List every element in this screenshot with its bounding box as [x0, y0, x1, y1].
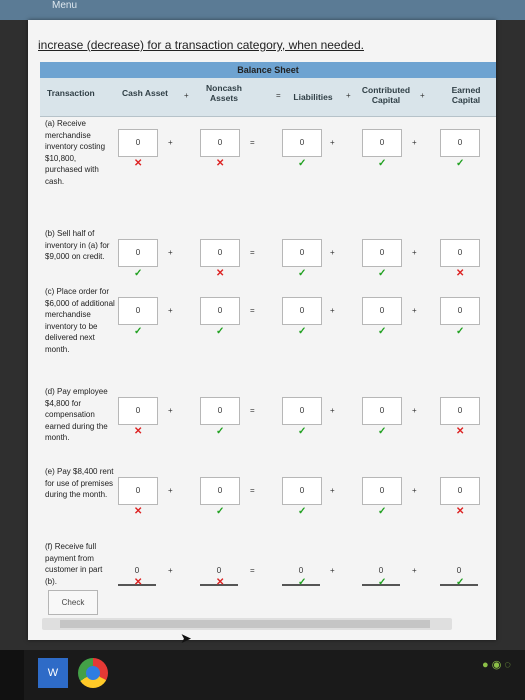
amount-input[interactable]: 0: [362, 397, 402, 425]
column-header-row: [40, 78, 496, 117]
balance-sheet-header: Balance Sheet: [40, 62, 496, 78]
incorrect-icon: ✕: [134, 158, 143, 169]
amount-input[interactable]: 0: [200, 239, 240, 267]
correct-icon: ✓: [378, 506, 387, 517]
amount-input[interactable]: 0: [440, 129, 480, 157]
equals-sign: =: [250, 248, 255, 257]
incorrect-icon: ✕: [456, 426, 465, 437]
mouse-cursor-icon: ➤: [180, 630, 192, 646]
plus-sign: +: [412, 406, 417, 415]
amount-input[interactable]: 0: [200, 297, 240, 325]
amount-input[interactable]: 0: [282, 397, 322, 425]
amount-input[interactable]: 0: [118, 129, 158, 157]
amount-input[interactable]: 0: [282, 297, 322, 325]
transaction-rows: [40, 116, 496, 586]
incorrect-icon: ✕: [456, 268, 465, 279]
correct-icon: ✓: [298, 268, 307, 279]
correct-icon: ✓: [378, 326, 387, 337]
amount-input[interactable]: 0: [118, 297, 158, 325]
correct-icon: ✓: [298, 506, 307, 517]
plus-sign: +: [330, 566, 335, 575]
equals-sign: =: [250, 138, 255, 147]
correct-icon: ✓: [378, 426, 387, 437]
correct-icon: ✓: [456, 326, 465, 337]
amount-input[interactable]: 0: [362, 239, 402, 267]
amount-input[interactable]: 0: [440, 239, 480, 267]
menu-label[interactable]: Menu: [52, 0, 78, 11]
plus-sign: +: [412, 248, 417, 257]
windows-start-icon[interactable]: [0, 650, 24, 700]
amount-input[interactable]: 0: [118, 558, 156, 586]
correct-icon: ✓: [378, 158, 387, 169]
amount-input[interactable]: 0: [200, 397, 240, 425]
transaction-header: Transaction: [47, 88, 95, 98]
amount-input[interactable]: 0: [440, 558, 478, 586]
plus-sign: +: [330, 138, 335, 147]
amount-input[interactable]: 0: [440, 397, 480, 425]
earned-capital-header: Earned Capital: [451, 85, 481, 105]
correct-icon: ✓: [216, 426, 225, 437]
amount-input[interactable]: 0: [200, 129, 240, 157]
header-plus-3: +: [420, 91, 425, 100]
horizontal-scrollbar[interactable]: [42, 618, 452, 630]
plus-sign: +: [412, 486, 417, 495]
amount-input[interactable]: 0: [440, 477, 480, 505]
system-tray-icons: ● ◉ ◌: [482, 659, 511, 671]
top-menu-bar: [0, 0, 525, 20]
equals-sign: =: [250, 486, 255, 495]
transaction-description: (a) Receive merchandise inventory costing $10,800, purchased with cash.: [45, 119, 106, 186]
incorrect-icon: ✕: [456, 506, 465, 517]
plus-sign: +: [412, 306, 417, 315]
correct-icon: ✓: [298, 326, 307, 337]
amount-input[interactable]: 0: [362, 129, 402, 157]
incorrect-icon: ✕: [216, 577, 225, 588]
correct-icon: ✓: [298, 426, 307, 437]
amount-input[interactable]: 0: [282, 558, 320, 586]
amount-input[interactable]: 0: [118, 397, 158, 425]
header-plus-1: +: [184, 91, 189, 100]
header-plus-2: +: [346, 91, 351, 100]
amount-input[interactable]: 0: [282, 239, 322, 267]
plus-sign: +: [412, 566, 417, 575]
transaction-description: (e) Pay $8,400 rent for use of premises during the month.: [45, 467, 114, 499]
plus-sign: +: [168, 306, 173, 315]
incorrect-icon: ✕: [216, 268, 225, 279]
instruction-text: increase (decrease) for a transaction category, when needed.: [38, 38, 364, 52]
amount-input[interactable]: 0: [362, 558, 400, 586]
check-button[interactable]: Check: [48, 590, 98, 615]
plus-sign: +: [412, 138, 417, 147]
amount-input[interactable]: 0: [362, 477, 402, 505]
contributed-capital-header: Contributed Capital: [361, 85, 411, 105]
amount-input[interactable]: 0: [118, 477, 158, 505]
transaction-description: (b) Sell half of inventory in (a) for $9,000 on credit.: [45, 229, 110, 261]
equals-sign: =: [250, 406, 255, 415]
amount-input[interactable]: 0: [362, 297, 402, 325]
plus-sign: +: [330, 248, 335, 257]
plus-sign: +: [168, 406, 173, 415]
plus-sign: +: [168, 248, 173, 257]
incorrect-icon: ✕: [216, 158, 225, 169]
correct-icon: ✓: [216, 506, 225, 517]
correct-icon: ✓: [456, 158, 465, 169]
equals-sign: =: [250, 306, 255, 315]
amount-input[interactable]: 0: [282, 477, 322, 505]
plus-sign: +: [330, 406, 335, 415]
correct-icon: ✓: [298, 577, 307, 588]
amount-input[interactable]: 0: [282, 129, 322, 157]
plus-sign: +: [168, 566, 173, 575]
correct-icon: ✓: [216, 326, 225, 337]
plus-sign: +: [168, 138, 173, 147]
amount-input[interactable]: 0: [200, 477, 240, 505]
transaction-description: (c) Place order for $6,000 of additional merchandise inventory to be delivered next month.: [45, 287, 115, 354]
transaction-description: (f) Receive full payment from customer in part (b).: [45, 542, 103, 586]
incorrect-icon: ✕: [134, 506, 143, 517]
incorrect-icon: ✕: [134, 577, 143, 588]
chrome-icon[interactable]: [78, 658, 108, 688]
amount-input[interactable]: 0: [200, 558, 238, 586]
scroll-thumb[interactable]: [60, 620, 430, 628]
amount-input[interactable]: 0: [440, 297, 480, 325]
correct-icon: ✓: [134, 326, 143, 337]
header-equals: =: [276, 91, 281, 100]
correct-icon: ✓: [298, 158, 307, 169]
transaction-description: (d) Pay employee $4,800 for compensation earned during the month.: [45, 387, 108, 442]
plus-sign: +: [330, 306, 335, 315]
correct-icon: ✓: [134, 268, 143, 279]
word-icon[interactable]: W: [38, 658, 68, 688]
noncash-assets-header: Noncash Assets: [206, 83, 242, 103]
correct-icon: ✓: [378, 577, 387, 588]
cash-asset-header: Cash Asset: [122, 88, 168, 98]
correct-icon: ✓: [378, 268, 387, 279]
amount-input[interactable]: 0: [118, 239, 158, 267]
equals-sign: =: [250, 566, 255, 575]
correct-icon: ✓: [456, 577, 465, 588]
plus-sign: +: [168, 486, 173, 495]
liabilities-header: Liabilities: [293, 92, 333, 102]
plus-sign: +: [330, 486, 335, 495]
incorrect-icon: ✕: [134, 426, 143, 437]
